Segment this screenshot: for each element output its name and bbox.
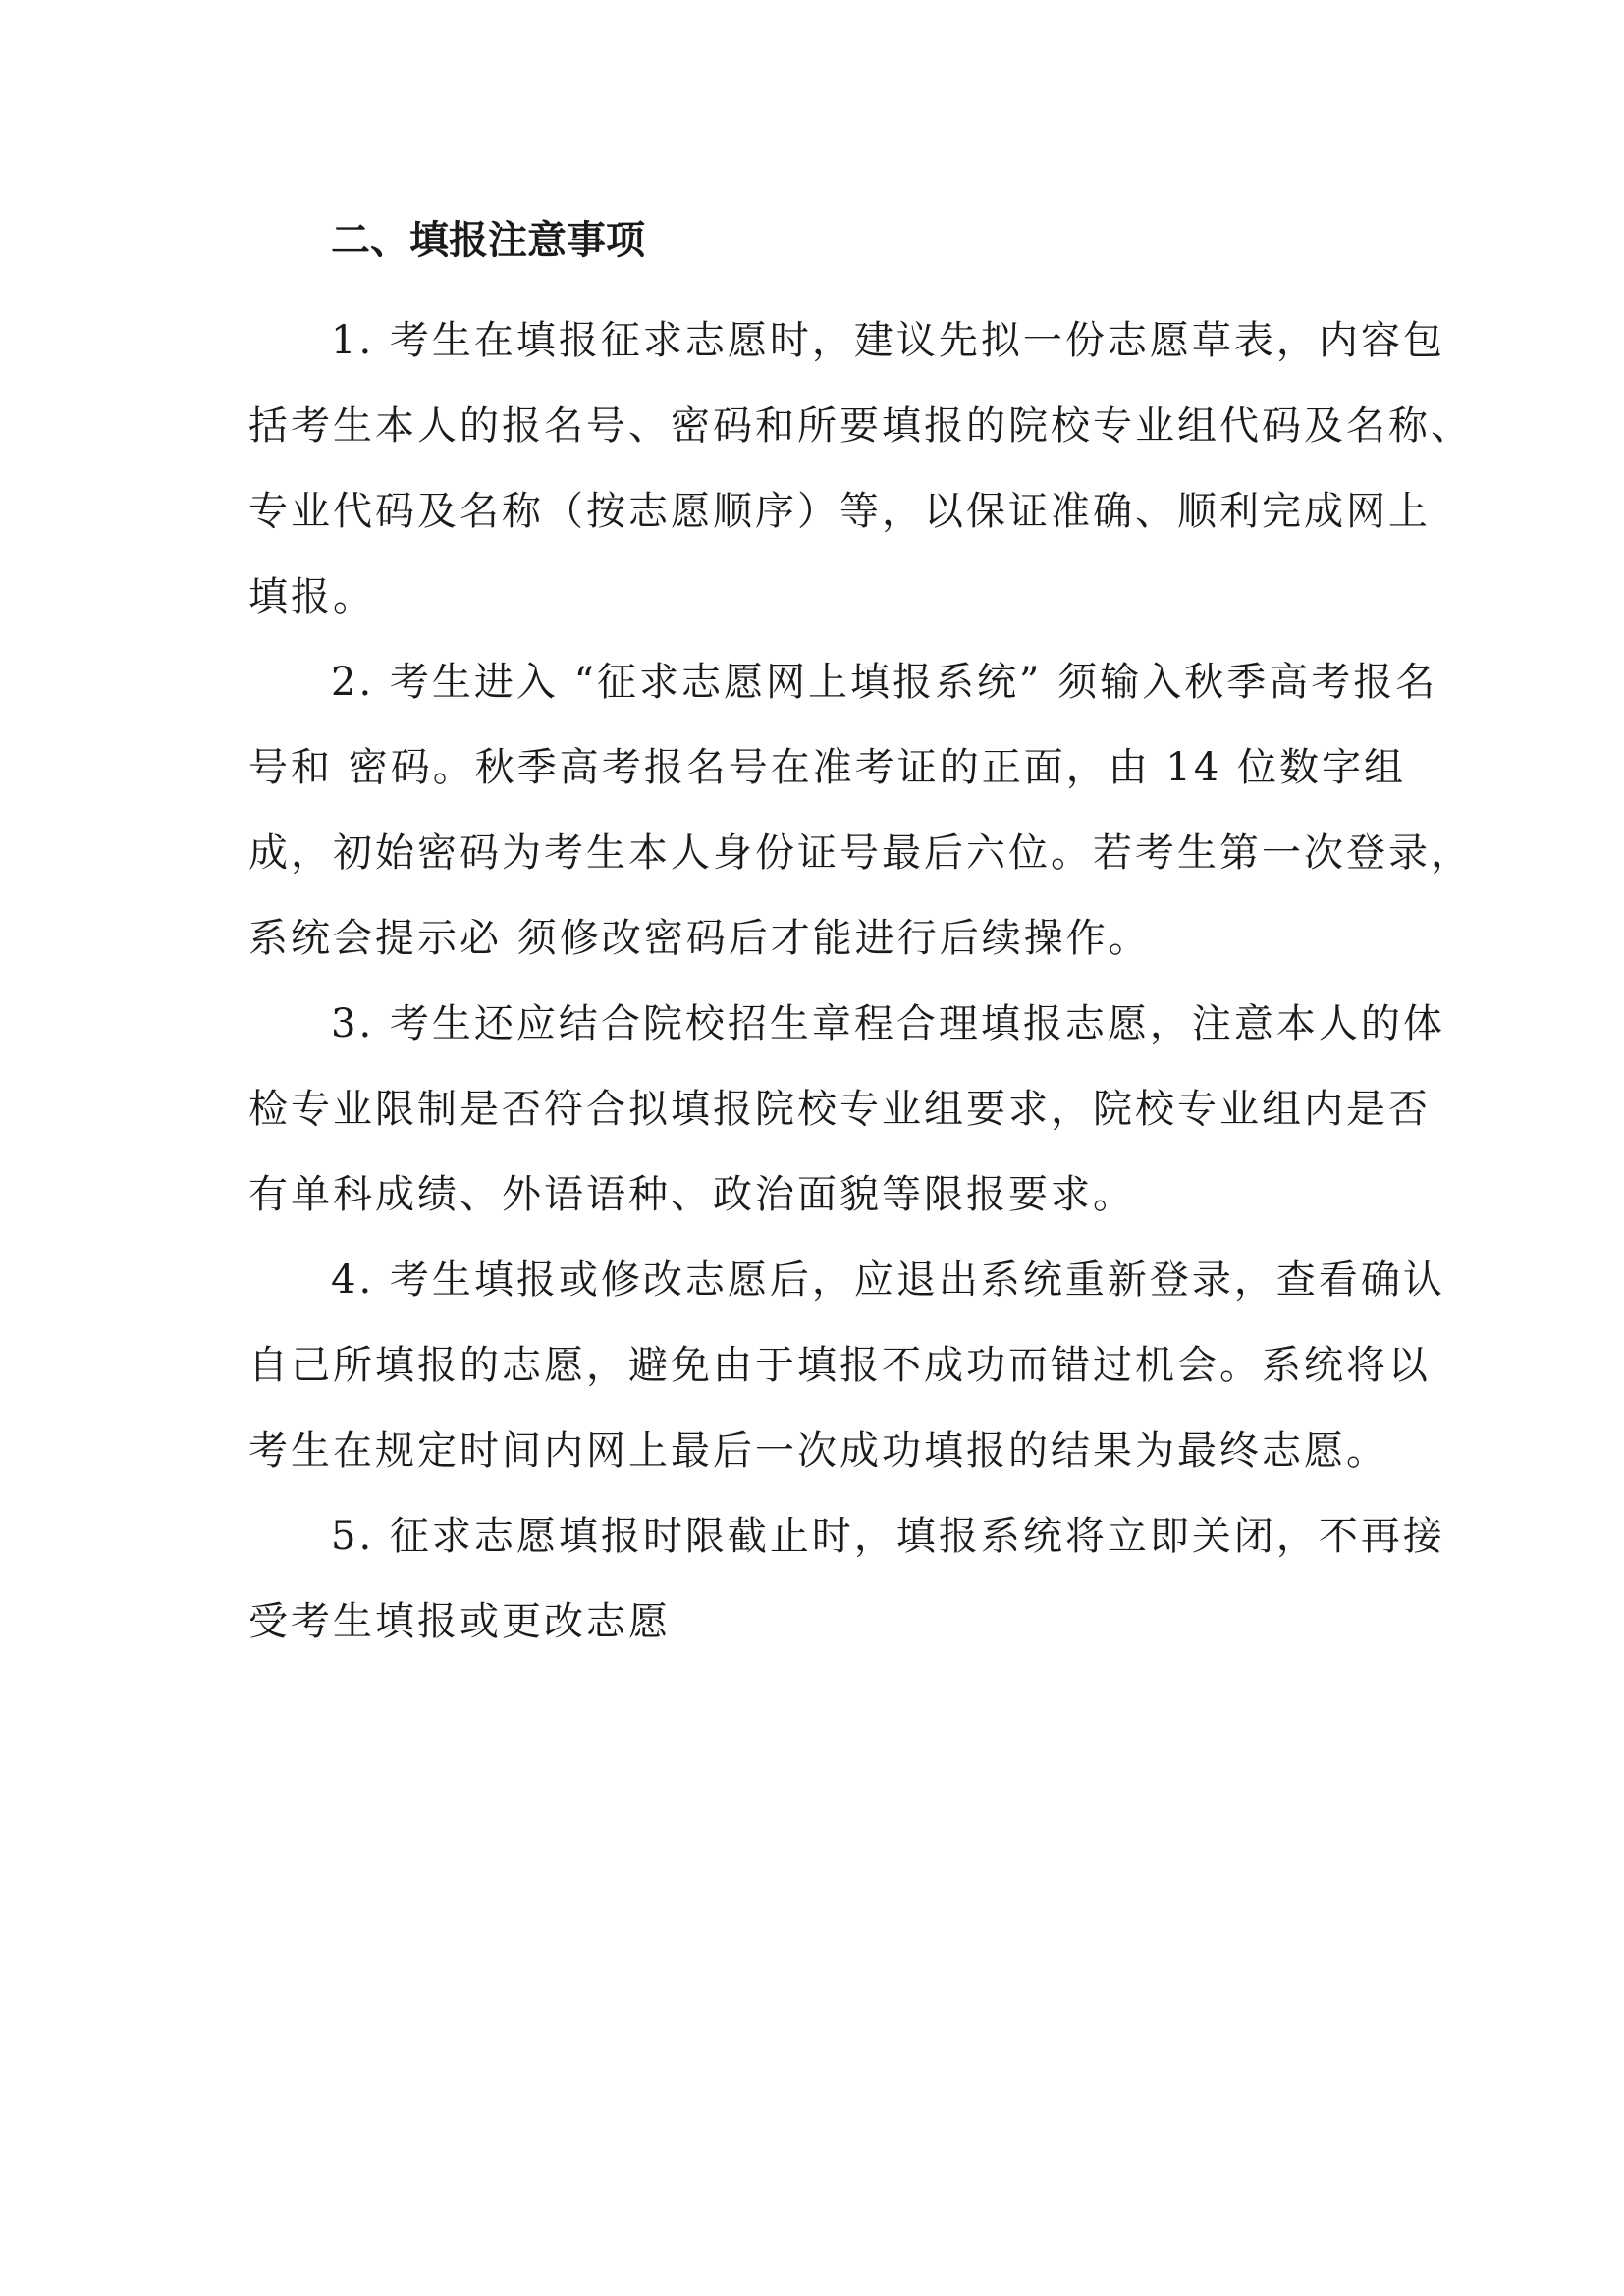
paragraph-line: 1. 考生在填报征求志愿时，建议先拟一份志愿草表，内容包 bbox=[331, 318, 1445, 363]
paragraph-line: 5. 征求志愿填报时限截止时，填报系统将立即关闭，不再接 bbox=[331, 1514, 1445, 1559]
paragraph-line: 系统会提示必 须修改密码后才能进行后续操作。 bbox=[248, 916, 1151, 961]
paragraph-line: 2. 考生进入 “征求志愿网上填报系统” 须输入秋季高考报名 bbox=[331, 660, 1438, 705]
section-heading: 二、填报注意事项 bbox=[331, 218, 645, 263]
document-body bbox=[248, 211, 1473, 1665]
paragraph-2 bbox=[248, 640, 1473, 982]
paragraph-line: 考生在规定时间内网上最后一次成功填报的结果为最终志愿。 bbox=[248, 1428, 1388, 1473]
paragraph-5 bbox=[248, 1494, 1445, 1665]
paragraph-line: 4. 考生填报或修改志愿后，应退出系统重新登录，查看确认 bbox=[331, 1257, 1445, 1303]
paragraph-1 bbox=[248, 298, 1473, 640]
paragraph-line: 填报。 bbox=[248, 574, 375, 619]
paragraph-line: 有单科成绩、外语语种、政治面貌等限报要求。 bbox=[248, 1172, 1135, 1217]
paragraph-line: 专业代码及名称（按志愿顺序）等，以保证准确、顺利完成网上 bbox=[248, 489, 1431, 534]
paragraph-3 bbox=[248, 982, 1445, 1238]
paragraph-line: 括考生本人的报名号、密码和所要填报的院校专业组代码及名称、 bbox=[248, 403, 1473, 449]
paragraph-line: 检专业限制是否符合拟填报院校专业组要求，院校专业组内是否 bbox=[248, 1087, 1431, 1132]
paragraph-4 bbox=[248, 1238, 1445, 1494]
paragraph-line: 自己所填报的志愿，避免由于填报不成功而错过机会。系统将以 bbox=[248, 1343, 1431, 1388]
paragraph-line: 成，初始密码为考生本人身份证号最后六位。若考生第一次登录， bbox=[248, 830, 1473, 876]
paragraph-line: 受考生填报或更改志愿 bbox=[248, 1599, 671, 1644]
paragraph-line: 3. 考生还应结合院校招生章程合理填报志愿，注意本人的体 bbox=[331, 1001, 1445, 1046]
paragraph-line: 号和 密码。秋季高考报名号在准考证的正面，由 14 位数字组 bbox=[248, 745, 1407, 790]
